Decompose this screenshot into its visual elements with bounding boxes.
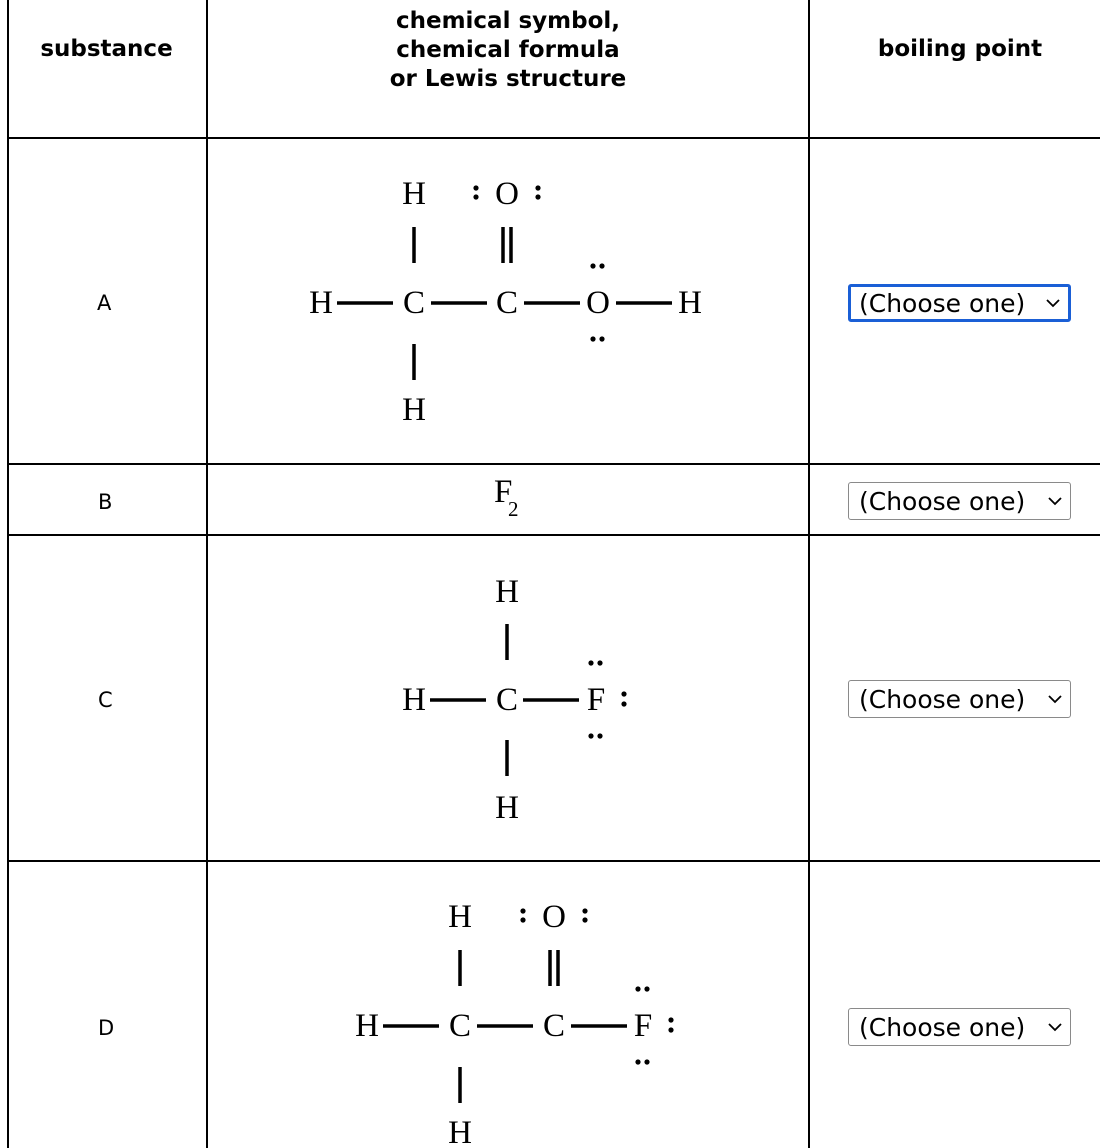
- atom-h: H: [448, 1115, 472, 1148]
- boiling-point-select-b[interactable]: [848, 482, 1071, 520]
- header-substance: substance: [40, 36, 173, 62]
- formula-symbol: F: [494, 474, 513, 510]
- header-structure-line-3: or Lewis structure: [389, 66, 627, 92]
- substance-label-d: D: [98, 1016, 115, 1040]
- atom-h: H: [448, 899, 472, 935]
- atom-h: H: [402, 392, 426, 428]
- header-boiling-point: boiling point: [877, 36, 1043, 62]
- boiling-point-select-a[interactable]: [848, 284, 1071, 322]
- atom-c: C: [448, 1008, 472, 1044]
- chevron-down-icon: [1044, 294, 1062, 312]
- atom-c: C: [495, 285, 519, 321]
- atom-c: C: [495, 682, 519, 718]
- atom-h: H: [495, 574, 519, 610]
- select-value: (Choose one): [859, 486, 1026, 516]
- formula-subscript: 2: [508, 497, 519, 521]
- boiling-point-select-d[interactable]: [848, 1008, 1071, 1046]
- atom-h: H: [402, 176, 426, 212]
- atom-c: C: [402, 285, 426, 321]
- atom-f: F: [633, 1008, 653, 1044]
- substance-label-b: B: [98, 490, 113, 514]
- atom-f: F: [586, 682, 606, 718]
- atom-o: O: [586, 285, 610, 321]
- select-value: (Choose one): [859, 684, 1026, 714]
- chevron-down-icon: [1046, 1018, 1064, 1036]
- atom-h: H: [355, 1008, 379, 1044]
- select-value: (Choose one): [859, 1012, 1026, 1042]
- chevron-down-icon: [1046, 492, 1064, 510]
- atom-h: H: [402, 682, 426, 718]
- header-structure-line-2: chemical formula: [396, 37, 620, 63]
- header-structure-line-1: chemical symbol,: [395, 8, 621, 34]
- atom-o: O: [542, 899, 566, 935]
- select-value: (Choose one): [859, 288, 1026, 318]
- atom-o: O: [495, 176, 519, 212]
- substance-label-a: A: [97, 291, 112, 315]
- atom-h: H: [495, 790, 519, 826]
- atom-c: C: [542, 1008, 566, 1044]
- boiling-point-select-c[interactable]: [848, 680, 1071, 718]
- chevron-down-icon: [1046, 690, 1064, 708]
- atom-h: H: [309, 285, 333, 321]
- substance-label-c: C: [98, 688, 113, 712]
- atom-h: H: [678, 285, 702, 321]
